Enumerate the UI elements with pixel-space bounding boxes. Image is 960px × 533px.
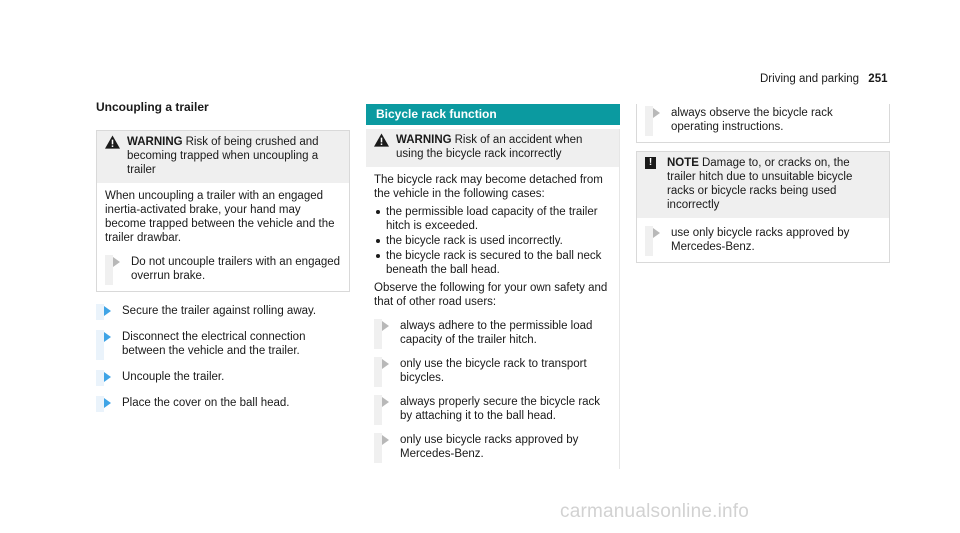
step-text: Place the cover on the ball head.: [122, 397, 290, 409]
continued-warning-box: [636, 104, 890, 143]
warning-label: WARNING: [127, 136, 183, 148]
step-text: always adhere to the permissible load capacity of the trailer hitch.: [400, 320, 593, 346]
step-arrow-icon: [382, 397, 389, 407]
step-text: use only bicycle racks approved by Mercedes-Benz.: [671, 227, 850, 253]
step-arrow-icon: [113, 257, 120, 267]
list-item: the bicycle rack is secured to the ball neck beneath the ball head.: [374, 249, 611, 277]
warning-title: Risk of being crushed and becoming trapped when uncoupling a trailer: [127, 136, 319, 176]
note-body: [637, 218, 889, 262]
section-heading: Uncoupling a trailer: [96, 100, 209, 114]
step-text: only use bicycle racks approved by Mercedes-Benz.: [400, 434, 579, 460]
step-text: always observe the bicycle rack operating instructions.: [671, 107, 833, 133]
warning-step: [105, 255, 341, 283]
step-text: Uncouple the trailer.: [122, 371, 225, 383]
warning-triangle-icon: [105, 135, 120, 149]
step-text: Do not uncouple trailers with an engaged overrun brake.: [131, 256, 341, 282]
warning-step: [374, 395, 611, 423]
section-title-bar: Bicycle rack function: [366, 104, 620, 125]
list-item: the permissible load capacity of the trailer hitch is exceeded.: [374, 205, 611, 233]
warning-body: [97, 183, 349, 291]
note-box: [636, 151, 890, 263]
procedure-step: [96, 396, 350, 410]
step-arrow-icon: [382, 435, 389, 445]
warning-triangle-icon: [374, 133, 389, 147]
procedure-step: [96, 370, 350, 384]
column-continuation: [636, 104, 890, 263]
warning-header: [97, 131, 349, 183]
step-text: Disconnect the electrical connection between the vehicle and the trailer.: [122, 331, 306, 357]
step-arrow-icon: [104, 398, 111, 408]
warning-header: [366, 129, 619, 167]
page-number: 251: [868, 73, 888, 85]
procedure-steps: [96, 304, 350, 410]
step-arrow-icon: [382, 359, 389, 369]
warning-step: [645, 106, 881, 134]
step-arrow-icon: [104, 372, 111, 382]
note-exclamation-icon: !: [645, 157, 656, 169]
step-text: always properly secure the bicycle rack by attaching it to the ball head.: [400, 396, 601, 422]
step-arrow-icon: [104, 306, 111, 316]
column-bicycle-rack: [366, 104, 620, 469]
step-text: Secure the trailer against rolling away.: [122, 305, 317, 317]
watermark: carmanualsonline.info: [560, 501, 750, 522]
step-text: only use the bicycle rack to transport bicycles.: [400, 358, 587, 384]
procedure-step: [96, 304, 350, 318]
chapter-title: Driving and parking: [760, 73, 860, 85]
note-title: Damage to, or cracks on, the trailer hitch due to unsuitable bicycle racks or bicycle racks being used incorrectly: [667, 157, 853, 211]
procedure-step: [96, 330, 350, 358]
warning-text: The bicycle rack may become detached from the vehicle in the following cases:: [374, 174, 603, 200]
note-label: NOTE: [667, 157, 699, 169]
step-arrow-icon: [653, 228, 660, 238]
warning-step: [374, 433, 611, 461]
page-header: [760, 72, 887, 86]
warning-title: Risk of an accident when using the bicycle rack incorrectly: [396, 134, 583, 160]
note-header: [637, 152, 889, 218]
warning-step: [374, 319, 611, 347]
step-arrow-icon: [382, 321, 389, 331]
column-uncoupling-trailer: [96, 100, 350, 410]
observe-text: Observe the following for your own safety and that of other road users:: [374, 282, 608, 308]
warning-step: [374, 357, 611, 385]
warning-text: When uncoupling a trailer with an engaged inertia-activated brake, your hand may become trapped between the vehicle and the trailer drawbar.: [105, 190, 335, 244]
warning-box: [366, 129, 620, 469]
warning-label: WARNING: [396, 134, 452, 146]
warning-box: [96, 130, 350, 292]
step-arrow-icon: [104, 332, 111, 342]
note-step: [645, 226, 881, 254]
step-arrow-icon: [653, 108, 660, 118]
warning-body: [366, 167, 619, 469]
condition-list: [374, 205, 611, 277]
list-item: the bicycle rack is used incorrectly.: [374, 234, 611, 248]
